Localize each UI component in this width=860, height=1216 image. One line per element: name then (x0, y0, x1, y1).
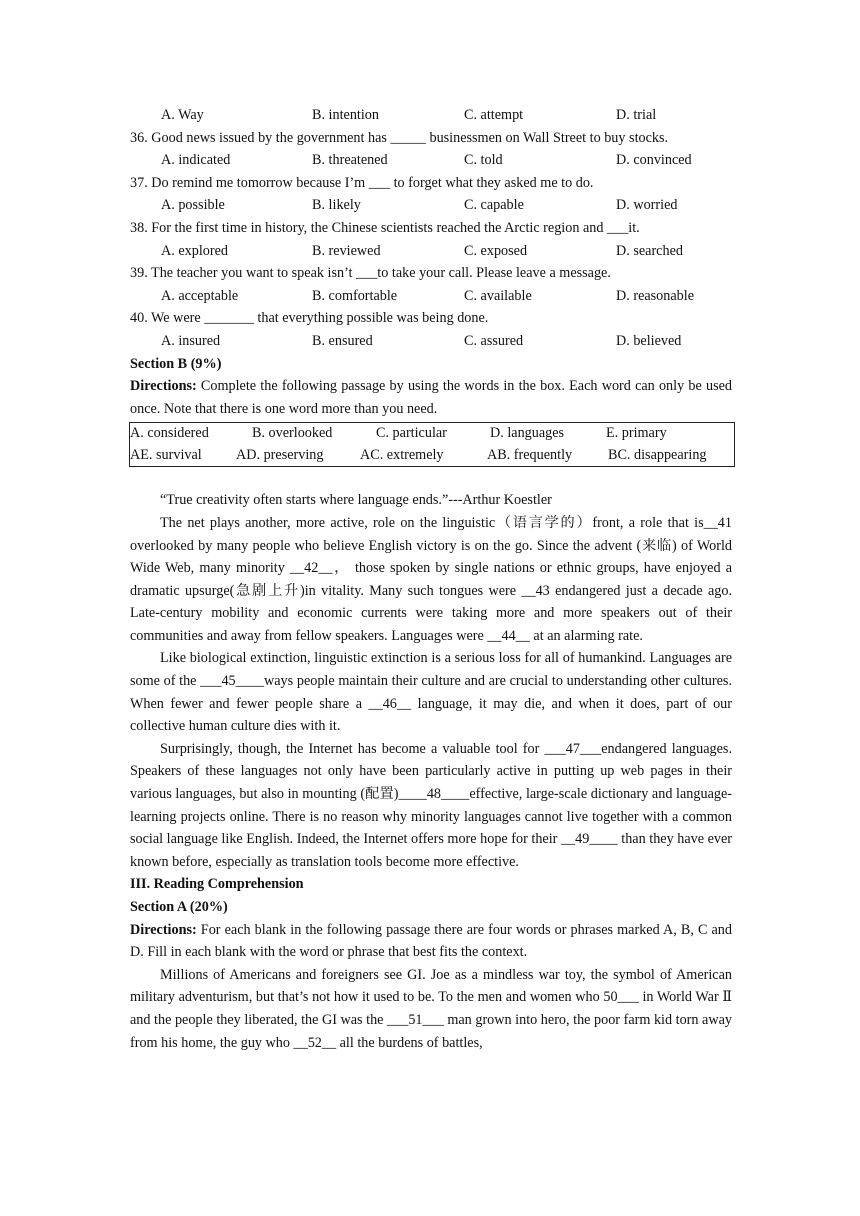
question-stem: 39. The teacher you want to speak isn’t ___to take your call. Please leave a message. (130, 265, 611, 282)
question-options (130, 240, 732, 263)
option-b: B. comfortable (312, 287, 398, 304)
option-c: C. capable (464, 197, 524, 214)
word-option: C. particular (376, 425, 447, 442)
question-stem: 37. Do remind me tomorrow because I’m ___ to forget what they asked me to do. (130, 174, 594, 191)
option-d: D. reasonable (616, 287, 694, 304)
option-b: B. threatened (312, 152, 388, 169)
word-option: AE. survival (130, 446, 202, 463)
word-option: B. overlooked (252, 425, 333, 442)
section-b-heading: Section B (9%) (130, 355, 222, 372)
option-b: B. reviewed (312, 242, 381, 259)
option-c: C. told (464, 152, 503, 169)
option-a: A. possible (161, 197, 225, 214)
epigraph-quote: “True creativity often starts where language ends.”---Arthur Koestler (160, 492, 552, 509)
directions-label: Directions: (130, 921, 197, 938)
directions-label: Directions: (130, 378, 197, 395)
section-iii-heading: III. Reading Comprehension (130, 876, 304, 893)
word-option: E. primary (606, 425, 667, 442)
option-c: C. exposed (464, 242, 528, 259)
question-stem: 36. Good news issued by the government has _____ businessmen on Wall Street to buy stocks. (130, 129, 669, 146)
option-a: A. indicated (161, 152, 231, 169)
section-a-heading: Section A (20%) (130, 899, 228, 915)
directions-text: For each blank in the following passage there are four words or phrases marked A, B, C and D. Fill in each blank with the word or phrase that best fits the context. (130, 921, 732, 961)
question-options (130, 149, 732, 172)
question-stem: 40. We were _______ that everything possible was being done. (130, 310, 489, 327)
option-c: C. assured (464, 332, 524, 349)
option-a: A. Way (161, 107, 204, 123)
directions-text: Complete the following passage by using the words in the box. Each word can only be used once. Note that there is one word more than you need. (130, 378, 732, 417)
question-options (130, 285, 732, 308)
spacer (130, 467, 732, 489)
word-option: AC. extremely (360, 446, 444, 463)
option-b: B. intention (312, 107, 379, 123)
word-box-row (130, 423, 734, 445)
word-option: AB. frequently (487, 446, 573, 463)
option-a: A. acceptable (161, 287, 239, 304)
q35-options (130, 104, 732, 127)
word-option: BC. disappearing (608, 446, 707, 463)
word-option: AD. preserving (236, 446, 324, 463)
option-b: B. ensured (312, 332, 373, 349)
word-box-row (130, 445, 734, 467)
option-d: D. trial (616, 107, 657, 123)
option-d: D. convinced (616, 152, 692, 169)
passage-paragraph: Millions of Americans and foreigners see GI. Joe as a mindless war toy, the symbol of American military adventurism, but that’s not how it used to be. To the men and women who 50___ in World War Ⅱ and the people they liberated, the GI was the ___51___ man grown into hero, the poor farm kid torn away from his home, the guy who __52__ all the burdens of battles, (130, 966, 732, 1051)
word-option: D. languages (490, 425, 565, 442)
passage-paragraph: Surprisingly, though, the Internet has become a valuable tool for ___47___endangered languages. Speakers of these languages not only have been particularly active in putting up web pages in their various languages, but also in mounting (配置)____48____effective, large-scale dictionary and language-learning projects online. There is no reason why minority languages cannot live together with a common social language like English. Indeed, the Internet offers more hope for their __49____ than they have ever known before, especially as translation tools become more effective. (130, 740, 732, 870)
passage-paragraph: Like biological extinction, linguistic extinction is a serious loss for all of humankind. Languages are some of the ___45____ways people maintain their culture and are crucial to understanding other cultures. When fewer and fewer people share a __46__ language, it may die, and when it does, part of our collective human culture dies with it. (130, 650, 732, 735)
exam-page (130, 104, 732, 1054)
word-box (129, 422, 735, 467)
section-a-directions (130, 919, 732, 964)
option-d: D. worried (616, 197, 678, 214)
section-b-directions (130, 375, 732, 420)
option-c: C. available (464, 287, 532, 304)
question-stem: 38. For the first time in history, the Chinese scientists reached the Arctic region and ___it. (130, 219, 640, 236)
question-options (130, 194, 732, 217)
option-d: D. searched (616, 242, 683, 259)
passage-paragraph: The net plays another, more active, role on the linguistic（语言学的）front, a role that is__41 overlooked by many people who believe English victory is on the go. Since the advent (来临) of World Wide Web, many minority __42__， those spoken by single nations or ethnic groups, have enjoyed a dramatic upsurge(急剧上升)in vitality. Many such tongues were __43 endangered just a decade ago. Late-century mobility and economic currents were taking more and more speakers out of their communities and away from fellow speakers. Languages were __44__ at an alarming rate. (130, 514, 732, 644)
question-options (130, 330, 732, 353)
option-b: B. likely (312, 197, 361, 214)
option-a: A. insured (161, 332, 221, 349)
word-option: A. considered (130, 425, 209, 442)
option-d: D. believed (616, 332, 682, 349)
option-a: A. explored (161, 242, 228, 259)
option-c: C. attempt (464, 107, 524, 123)
